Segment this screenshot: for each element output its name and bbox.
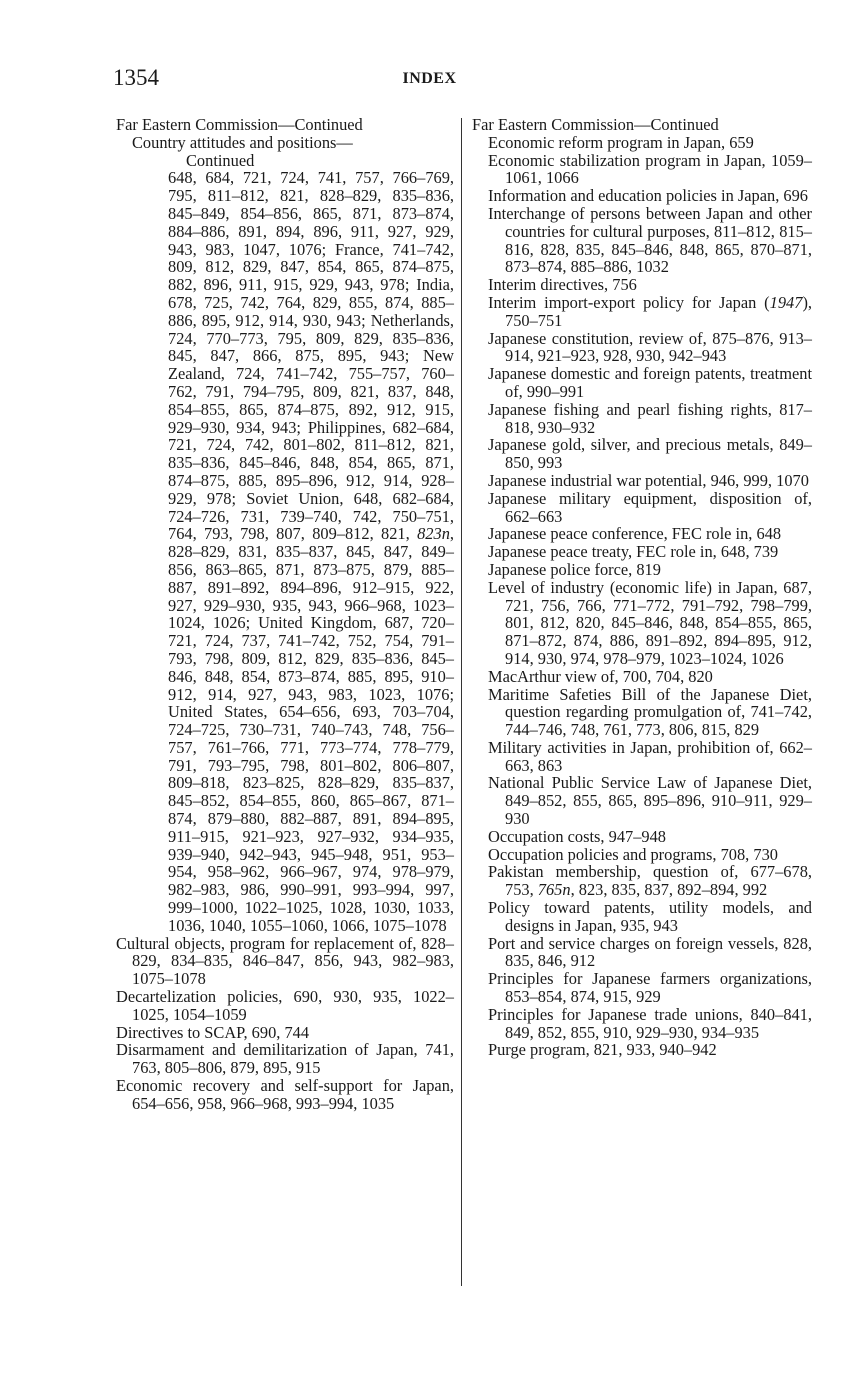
index-entry: Disarmament and demilitarization of Japan, 741, 763, 805–806, 879, 895, 915	[116, 1040, 454, 1078]
index-entry: Japanese peace treaty, FEC role in, 648, 739	[488, 542, 779, 562]
footnote-reference: 765n	[537, 880, 571, 900]
subheading: Country attitudes and positions—	[132, 132, 353, 152]
index-entry: Economic stabilization program in Japan, 1059–1061, 1066	[488, 150, 812, 188]
running-title: INDEX	[402, 70, 457, 87]
continued-heading: Far Eastern Commission—Continued	[472, 115, 719, 134]
index-column-left	[116, 116, 454, 1113]
index-entry: Information and education policies in Japan, 696	[488, 186, 808, 206]
entry-text-tail: ), 750–751	[505, 292, 812, 330]
index-entry: Decartelization policies, 690, 930, 935, 1022–1025, 1054–1059	[116, 987, 454, 1024]
index-entry: Japanese constitution, review of, 875–876, 913–914, 921–923, 928, 930, 942–943	[488, 328, 812, 366]
subheading-continued: Continued	[186, 150, 255, 170]
entry-text-tail: , 823, 835, 837, 892–894, 992	[570, 880, 768, 900]
index-entry: Interchange of persons between Japan and other countries for cultural purposes, 811–812, 815–816, 828, 835, 845–846, 848, 865, 870–871, 873–874, 885–886, 1032	[488, 203, 812, 277]
index-entry	[472, 294, 812, 330]
footnote-reference: 823n	[417, 524, 450, 544]
index-entry: MacArthur view of, 700, 704, 820	[488, 666, 713, 686]
index-column-right	[472, 116, 812, 1059]
index-entry: Occupation costs, 947–948	[488, 826, 666, 846]
index-entry: Cultural objects, program for replacement of, 828–829, 834–835, 846–847, 856, 943, 982–983, 1075–1078	[116, 933, 454, 989]
country-positions-entry	[168, 169, 454, 934]
index-entry: Economic reform program in Japan, 659	[488, 132, 754, 152]
index-entry: Japanese gold, silver, and precious metals, 849–850, 993	[488, 435, 812, 473]
entry-text: Interim import-export policy for Japan (	[488, 292, 770, 312]
index-entry: National Public Service Law of Japanese Diet, 849–852, 855, 865, 895–896, 910–911, 929–930	[488, 773, 812, 829]
index-entry: Interim directives, 756	[488, 275, 637, 295]
country-positions-text: 648, 684, 721, 724, 741, 757, 766–769, 795, 811–812, 821, 828–829, 835–836, 845–849, 854–856, 865, 871, 873–874, 884–886, 891, 894, 896, 911, 927, 929, 943, 983, 1047, 1076; France, 741–742, 809, 812, 829, 847, 854, 865, 874–875, 882, 896, 911, 915, 929, 943, 978; India, 678, 725, 742, 764, 829, 855, 874, 885–886, 895, 912, 914, 930, 943; Netherlands, 724, 770–773, 795, 809, 829, 835–836, 845, 847, 866, 875, 895, 943; New Zealand, 724, 741–742, 755–757, 760–762, 791, 794–795, 809, 821, 837, 848, 854–855, 865, 874–875, 892, 912, 915, 929–930, 934, 943; Philippines, 682–684, 721, 724, 742, 801–802, 811–812, 821, 835–836, 845–846, 848, 854, 865, 871, 874–875, 885, 895–896, 912, 914, 928–929, 978; Soviet Union, 648, 682–684, 724–726, 731, 739–740, 742, 750–751, 764, 793, 798, 807, 809–812, 821,	[168, 168, 454, 544]
index-entry: Japanese peace conference, FEC role in, 648	[488, 524, 782, 544]
index-entry: Principles for Japanese trade unions, 840–841, 849, 852, 855, 910, 929–930, 934–935	[488, 1004, 812, 1042]
continued-heading: Far Eastern Commission—Continued	[116, 115, 363, 134]
index-entry: Japanese industrial war potential, 946, 999, 1070	[488, 470, 809, 490]
index-entry: Port and service charges on foreign vessels, 828, 835, 846, 912	[488, 933, 812, 971]
index-entry: Level of industry (economic life) in Japan, 687, 721, 756, 766, 771–772, 791–792, 798–799, 801, 812, 820, 845–846, 848, 854–855, 865, 871–872, 874, 886, 891–892, 894–895, 912, 914, 930, 974, 978–979, 1023–1024, 1026	[488, 577, 812, 668]
index-entry: Principles for Japanese farmers organizations, 853–854, 874, 915, 929	[488, 969, 812, 1007]
index-entry: Japanese police force, 819	[488, 559, 661, 579]
index-entry	[472, 863, 812, 899]
index-entry: Economic recovery and self-support for Japan, 654–656, 958, 966–968, 993–994, 1035	[116, 1076, 454, 1113]
index-entry: Japanese domestic and foreign patents, treatment of, 990–991	[488, 364, 812, 401]
index-entry: Directives to SCAP, 690, 744	[116, 1022, 310, 1042]
country-positions-text-continued: , 828–829, 831, 835–837, 845, 847, 849–856, 863–865, 871, 873–875, 879, 885–887, 891–892, 894–896, 912–915, 922, 927, 929–930, 935, 943, 966–968, 1023–1024, 1026; United Kingdom, 687, 720–721, 724, 737, 741–742, 752, 754, 791–793, 798, 809, 812, 829, 835–836, 845–846, 848, 854, 873–874, 885, 895, 910–912, 914, 927, 943, 983, 1023, 1076; United States, 654–656, 693, 703–704, 724–725, 730–731, 740–743, 748, 756–757, 761–766, 771, 773–774, 778–779, 791, 793–795, 798, 801–802, 806–807, 809–818, 823–825, 828–829, 835–837, 845–852, 854–855, 860, 865–867, 871–874, 879–880, 882–887, 891, 894–895, 911–915, 921–923, 927–932, 934–935, 939–940, 942–943, 945–948, 951, 953–954, 958–962, 966–967, 974, 978–979, 982–983, 986, 990–991, 993–994, 997, 999–1000, 1022–1025, 1028, 1030, 1033, 1036, 1040, 1055–1060, 1066, 1075–1078	[168, 524, 454, 935]
entry-text: Pakistan membership, question of, 677–678, 753,	[488, 862, 812, 900]
index-entry: Maritime Safeties Bill of the Japanese Diet, question regarding promulgation of, 741–742, 744–746, 748, 761, 773, 806, 815, 829	[488, 684, 812, 740]
index-entry: Occupation policies and programs, 708, 730	[488, 844, 778, 864]
index-entry: Japanese fishing and pearl fishing rights, 817–818, 930–932	[488, 399, 812, 437]
index-entry: Japanese military equipment, disposition of, 662–663	[488, 488, 812, 526]
index-entry: Military activities in Japan, prohibition of, 662–663, 863	[488, 737, 812, 775]
column-divider	[461, 118, 462, 1286]
entry-year: 1947	[769, 292, 803, 312]
index-entry: Purge program, 821, 933, 940–942	[488, 1040, 717, 1060]
page-number: 1354	[113, 65, 159, 90]
index-entry: Policy toward patents, utility models, and designs in Japan, 935, 943	[488, 898, 812, 935]
